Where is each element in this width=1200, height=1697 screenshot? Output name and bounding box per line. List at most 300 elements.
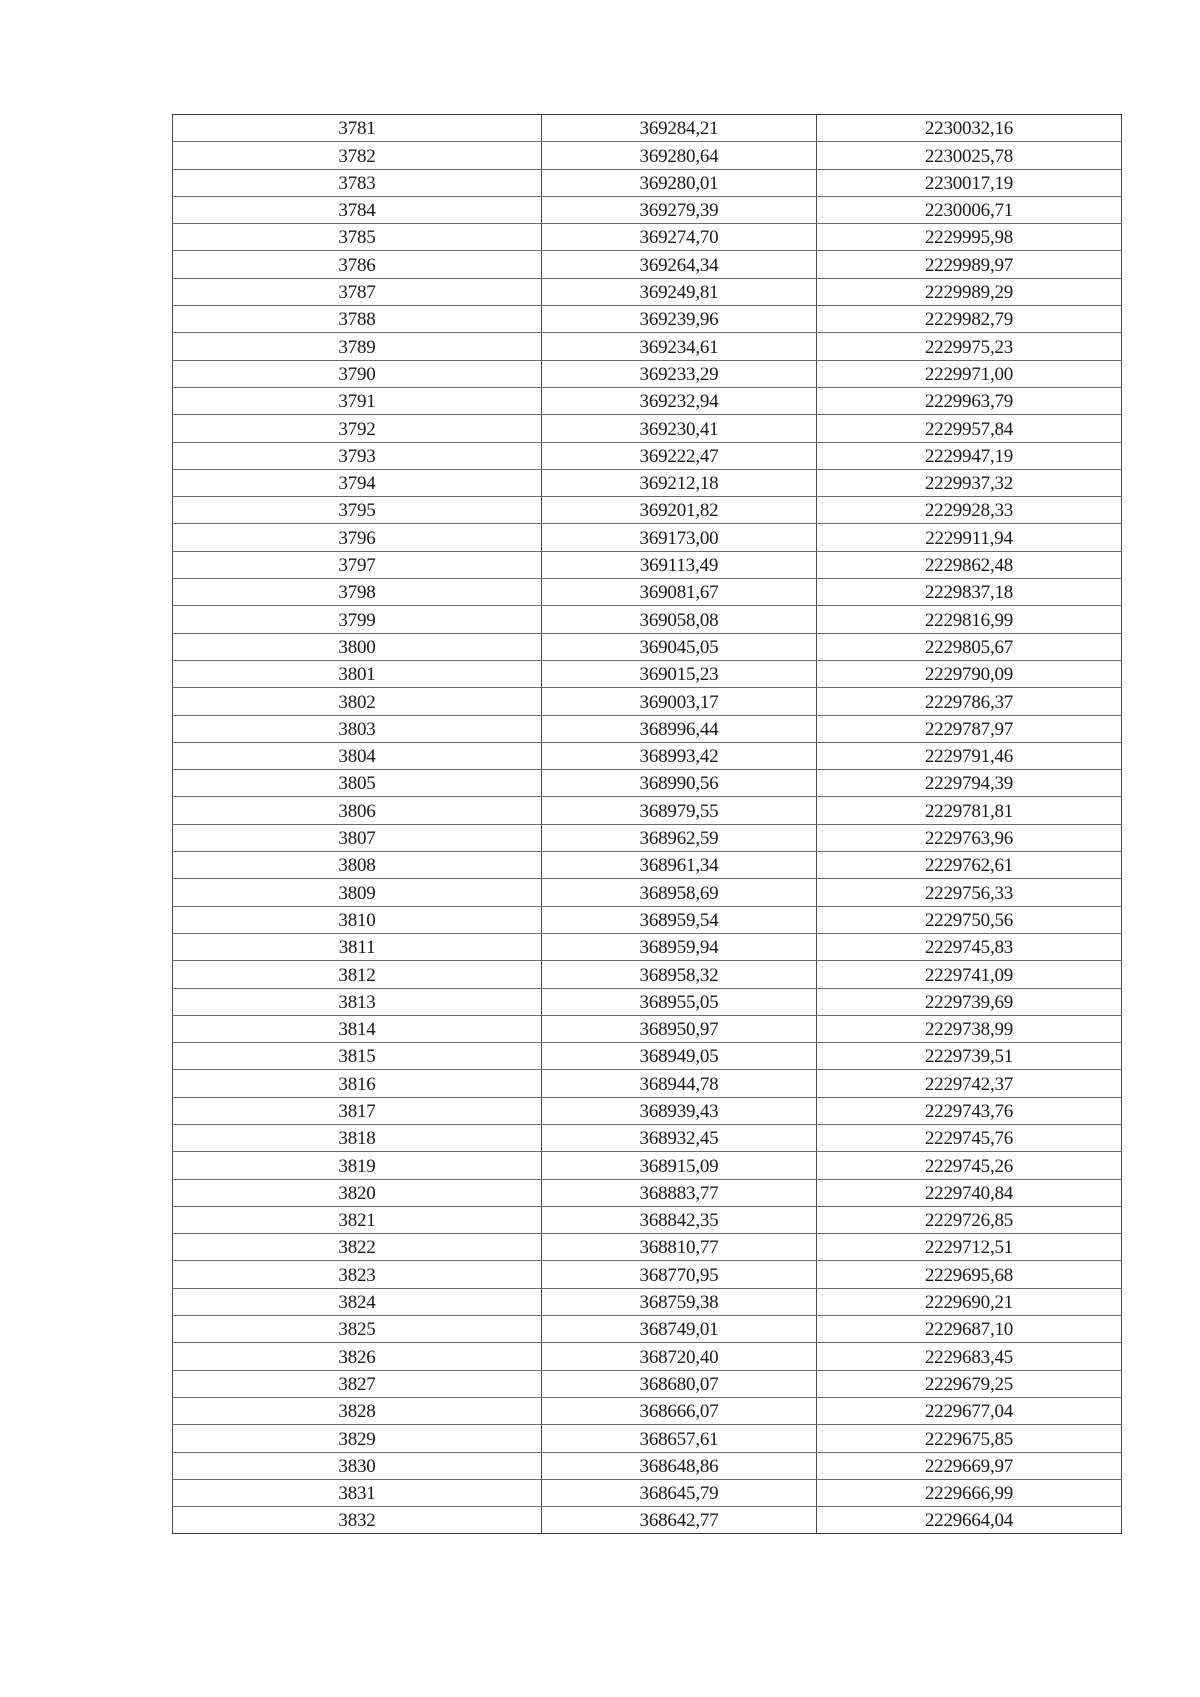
table-row [173, 1397, 1122, 1424]
cell-value: 2229982,79 [924, 309, 1014, 331]
table-row [173, 142, 1122, 169]
cell-value: 3793 [338, 445, 376, 467]
cell-value: 369058,08 [639, 609, 719, 631]
x-coordinate-cell [542, 1097, 817, 1124]
cell-value: 368915,09 [639, 1155, 719, 1177]
y-coordinate-cell [817, 1288, 1122, 1315]
x-coordinate-cell [542, 1152, 817, 1179]
cell-value: 3791 [338, 391, 376, 413]
cell-value: 368958,32 [639, 964, 719, 986]
x-coordinate-cell [542, 715, 817, 742]
x-coordinate-cell [542, 688, 817, 715]
cell-value: 2229781,81 [924, 800, 1014, 822]
cell-value: 369279,39 [639, 200, 719, 222]
x-coordinate-cell [542, 906, 817, 933]
cell-value: 368962,59 [639, 828, 719, 850]
x-coordinate-cell [542, 933, 817, 960]
table-row [173, 770, 1122, 797]
cell-value: 368932,45 [639, 1128, 719, 1150]
y-coordinate-cell [817, 415, 1122, 442]
y-coordinate-cell [817, 688, 1122, 715]
x-coordinate-cell [542, 1507, 817, 1534]
cell-value: 2229690,21 [924, 1292, 1014, 1314]
cell-value: 2229957,84 [924, 418, 1014, 440]
point-number-cell [173, 360, 542, 387]
cell-value: 368749,01 [639, 1319, 719, 1341]
y-coordinate-cell [817, 1152, 1122, 1179]
y-coordinate-cell [817, 333, 1122, 360]
x-coordinate-cell [542, 797, 817, 824]
cell-value: 2229750,56 [924, 909, 1014, 931]
point-number-cell [173, 1397, 542, 1424]
cell-value: 3822 [338, 1237, 376, 1259]
point-number-cell [173, 1425, 542, 1452]
point-number-cell [173, 715, 542, 742]
cell-value: 3813 [338, 991, 376, 1013]
cell-value: 2229762,61 [924, 855, 1014, 877]
x-coordinate-cell [542, 169, 817, 196]
x-coordinate-cell [542, 824, 817, 851]
y-coordinate-cell [817, 1097, 1122, 1124]
point-number-cell [173, 442, 542, 469]
cell-value: 369003,17 [639, 691, 719, 713]
cell-value: 3811 [338, 937, 376, 959]
cell-value: 2229726,85 [924, 1210, 1014, 1232]
cell-value: 369234,61 [639, 336, 719, 358]
cell-value: 368810,77 [639, 1237, 719, 1259]
cell-value: 3787 [338, 282, 376, 304]
point-number-cell [173, 852, 542, 879]
y-coordinate-cell [817, 961, 1122, 988]
y-coordinate-cell [817, 906, 1122, 933]
cell-value: 3797 [338, 555, 376, 577]
table-row [173, 715, 1122, 742]
table-row [173, 906, 1122, 933]
cell-value: 3815 [338, 1046, 376, 1068]
cell-value: 3826 [338, 1346, 376, 1368]
table-row [173, 1316, 1122, 1343]
x-coordinate-cell [542, 1425, 817, 1452]
cell-value: 3812 [338, 964, 376, 986]
cell-value: 2229989,97 [924, 254, 1014, 276]
cell-value: 369045,05 [639, 636, 719, 658]
cell-value: 368955,05 [639, 991, 719, 1013]
y-coordinate-cell [817, 1070, 1122, 1097]
y-coordinate-cell [817, 633, 1122, 660]
y-coordinate-cell [817, 442, 1122, 469]
y-coordinate-cell [817, 1124, 1122, 1151]
y-coordinate-cell [817, 933, 1122, 960]
x-coordinate-cell [542, 961, 817, 988]
cell-value: 3800 [338, 636, 376, 658]
cell-value: 368680,07 [639, 1373, 719, 1395]
x-coordinate-cell [542, 1397, 817, 1424]
x-coordinate-cell [542, 633, 817, 660]
cell-value: 368657,61 [639, 1428, 719, 1450]
table-row [173, 824, 1122, 851]
x-coordinate-cell [542, 469, 817, 496]
coordinates-table-body [173, 115, 1122, 1534]
cell-value: 3788 [338, 309, 376, 331]
table-row [173, 879, 1122, 906]
y-coordinate-cell [817, 1425, 1122, 1452]
cell-value: 369201,82 [639, 500, 719, 522]
cell-value: 3830 [338, 1455, 376, 1477]
y-coordinate-cell [817, 196, 1122, 223]
point-number-cell [173, 961, 542, 988]
x-coordinate-cell [542, 115, 817, 142]
cell-value: 2229947,19 [924, 445, 1014, 467]
y-coordinate-cell [817, 660, 1122, 687]
cell-value: 3805 [338, 773, 376, 795]
x-coordinate-cell [542, 606, 817, 633]
table-row [173, 1425, 1122, 1452]
table-row [173, 333, 1122, 360]
cell-value: 3810 [338, 909, 376, 931]
x-coordinate-cell [542, 1452, 817, 1479]
cell-value: 2229756,33 [924, 882, 1014, 904]
x-coordinate-cell [542, 579, 817, 606]
cell-value: 3824 [338, 1292, 376, 1314]
cell-value: 2229862,48 [924, 555, 1014, 577]
cell-value: 369230,41 [639, 418, 719, 440]
y-coordinate-cell [817, 797, 1122, 824]
y-coordinate-cell [817, 742, 1122, 769]
x-coordinate-cell [542, 278, 817, 305]
y-coordinate-cell [817, 1370, 1122, 1397]
x-coordinate-cell [542, 224, 817, 251]
point-number-cell [173, 1316, 542, 1343]
y-coordinate-cell [817, 715, 1122, 742]
cell-value: 368990,56 [639, 773, 719, 795]
x-coordinate-cell [542, 988, 817, 1015]
point-number-cell [173, 1015, 542, 1042]
table-row [173, 360, 1122, 387]
y-coordinate-cell [817, 988, 1122, 1015]
y-coordinate-cell [817, 469, 1122, 496]
table-row [173, 688, 1122, 715]
cell-value: 3807 [338, 828, 376, 850]
cell-value: 3828 [338, 1401, 376, 1423]
cell-value: 368959,54 [639, 909, 719, 931]
x-coordinate-cell [542, 551, 817, 578]
point-number-cell [173, 497, 542, 524]
cell-value: 2229763,96 [924, 828, 1014, 850]
cell-value: 2229911,94 [925, 527, 1013, 549]
cell-value: 3827 [338, 1373, 376, 1395]
cell-value: 369280,64 [639, 145, 719, 167]
point-number-cell [173, 1234, 542, 1261]
cell-value: 3817 [338, 1100, 376, 1122]
cell-value: 2229740,84 [924, 1182, 1014, 1204]
y-coordinate-cell [817, 1206, 1122, 1233]
table-row [173, 196, 1122, 223]
x-coordinate-cell [542, 1234, 817, 1261]
cell-value: 3816 [338, 1073, 376, 1095]
cell-value: 368720,40 [639, 1346, 719, 1368]
table-row [173, 442, 1122, 469]
cell-value: 3783 [338, 172, 376, 194]
cell-value: 3809 [338, 882, 376, 904]
cell-value: 369212,18 [639, 473, 719, 495]
x-coordinate-cell [542, 1015, 817, 1042]
x-coordinate-cell [542, 742, 817, 769]
cell-value: 3820 [338, 1182, 376, 1204]
y-coordinate-cell [817, 1343, 1122, 1370]
y-coordinate-cell [817, 770, 1122, 797]
table-row [173, 1343, 1122, 1370]
x-coordinate-cell [542, 442, 817, 469]
cell-value: 2229791,46 [924, 746, 1014, 768]
cell-value: 2229741,09 [924, 964, 1014, 986]
y-coordinate-cell [817, 824, 1122, 851]
cell-value: 2229786,37 [924, 691, 1014, 713]
cell-value: 368939,43 [639, 1100, 719, 1122]
cell-value: 2229794,39 [924, 773, 1014, 795]
cell-value: 3831 [338, 1483, 376, 1505]
cell-value: 3785 [338, 227, 376, 249]
x-coordinate-cell [542, 524, 817, 551]
cell-value: 2229683,45 [924, 1346, 1014, 1368]
point-number-cell [173, 169, 542, 196]
x-coordinate-cell [542, 852, 817, 879]
x-coordinate-cell [542, 306, 817, 333]
x-coordinate-cell [542, 333, 817, 360]
point-number-cell [173, 224, 542, 251]
cell-value: 369264,34 [639, 254, 719, 276]
x-coordinate-cell [542, 497, 817, 524]
x-coordinate-cell [542, 1206, 817, 1233]
point-number-cell [173, 524, 542, 551]
y-coordinate-cell [817, 1397, 1122, 1424]
cell-value: 3795 [338, 500, 376, 522]
y-coordinate-cell [817, 1043, 1122, 1070]
cell-value: 3796 [338, 527, 376, 549]
table-row [173, 251, 1122, 278]
table-row [173, 660, 1122, 687]
table-row [173, 1507, 1122, 1534]
table-row [173, 306, 1122, 333]
cell-value: 368950,97 [639, 1019, 719, 1041]
x-coordinate-cell [542, 1043, 817, 1070]
y-coordinate-cell [817, 1261, 1122, 1288]
table-row [173, 1124, 1122, 1151]
table-row [173, 224, 1122, 251]
cell-value: 2229837,18 [924, 582, 1014, 604]
x-coordinate-cell [542, 879, 817, 906]
cell-value: 3803 [338, 718, 376, 740]
y-coordinate-cell [817, 551, 1122, 578]
cell-value: 2229745,76 [924, 1128, 1014, 1150]
coordinates-table [172, 114, 1122, 1534]
cell-value: 369081,67 [639, 582, 719, 604]
cell-value: 368642,77 [639, 1510, 719, 1532]
table-row [173, 742, 1122, 769]
y-coordinate-cell [817, 1015, 1122, 1042]
x-coordinate-cell [542, 1343, 817, 1370]
cell-value: 3784 [338, 200, 376, 222]
y-coordinate-cell [817, 387, 1122, 414]
point-number-cell [173, 1288, 542, 1315]
cell-value: 2229669,97 [924, 1455, 1014, 1477]
point-number-cell [173, 1206, 542, 1233]
cell-value: 3814 [338, 1019, 376, 1041]
table-row [173, 1288, 1122, 1315]
point-number-cell [173, 742, 542, 769]
cell-value: 2229664,04 [924, 1510, 1014, 1532]
y-coordinate-cell [817, 306, 1122, 333]
table-row [173, 551, 1122, 578]
cell-value: 2229675,85 [924, 1428, 1014, 1450]
cell-value: 2229971,00 [924, 363, 1014, 385]
x-coordinate-cell [542, 1370, 817, 1397]
point-number-cell [173, 142, 542, 169]
point-number-cell [173, 797, 542, 824]
cell-value: 3819 [338, 1155, 376, 1177]
x-coordinate-cell [542, 770, 817, 797]
point-number-cell [173, 933, 542, 960]
cell-value: 368842,35 [639, 1210, 719, 1232]
cell-value: 2229745,26 [924, 1155, 1014, 1177]
x-coordinate-cell [542, 660, 817, 687]
cell-value: 3829 [338, 1428, 376, 1450]
point-number-cell [173, 1097, 542, 1124]
x-coordinate-cell [542, 360, 817, 387]
point-number-cell [173, 1152, 542, 1179]
cell-value: 3806 [338, 800, 376, 822]
cell-value: 2229787,97 [924, 718, 1014, 740]
cell-value: 369280,01 [639, 172, 719, 194]
cell-value: 368645,79 [639, 1483, 719, 1505]
table-row [173, 1043, 1122, 1070]
table-row [173, 1261, 1122, 1288]
point-number-cell [173, 551, 542, 578]
cell-value: 3794 [338, 473, 376, 495]
point-number-cell [173, 333, 542, 360]
y-coordinate-cell [817, 852, 1122, 879]
y-coordinate-cell [817, 115, 1122, 142]
table-row [173, 1370, 1122, 1397]
y-coordinate-cell [817, 251, 1122, 278]
point-number-cell [173, 1124, 542, 1151]
cell-value: 2229805,67 [924, 636, 1014, 658]
point-number-cell [173, 196, 542, 223]
cell-value: 2229963,79 [924, 391, 1014, 413]
table-row [173, 387, 1122, 414]
table-row [173, 1179, 1122, 1206]
y-coordinate-cell [817, 606, 1122, 633]
table-row [173, 606, 1122, 633]
cell-value: 3799 [338, 609, 376, 631]
cell-value: 2229989,29 [924, 282, 1014, 304]
x-coordinate-cell [542, 1479, 817, 1506]
point-number-cell [173, 824, 542, 851]
table-row [173, 933, 1122, 960]
cell-value: 2229937,32 [924, 473, 1014, 495]
cell-value: 369173,00 [639, 527, 719, 549]
cell-value: 368770,95 [639, 1264, 719, 1286]
table-row [173, 1479, 1122, 1506]
table-row [173, 797, 1122, 824]
x-coordinate-cell [542, 1261, 817, 1288]
cell-value: 3832 [338, 1510, 376, 1532]
cell-value: 369015,23 [639, 664, 719, 686]
table-row [173, 1152, 1122, 1179]
point-number-cell [173, 1370, 542, 1397]
point-number-cell [173, 115, 542, 142]
point-number-cell [173, 633, 542, 660]
cell-value: 2229743,76 [924, 1100, 1014, 1122]
x-coordinate-cell [542, 1316, 817, 1343]
x-coordinate-cell [542, 1179, 817, 1206]
cell-value: 369233,29 [639, 363, 719, 385]
table-row [173, 169, 1122, 196]
point-number-cell [173, 606, 542, 633]
point-number-cell [173, 579, 542, 606]
x-coordinate-cell [542, 1124, 817, 1151]
cell-value: 369232,94 [639, 391, 719, 413]
cell-value: 2229712,51 [924, 1237, 1014, 1259]
point-number-cell [173, 251, 542, 278]
cell-value: 2229975,23 [924, 336, 1014, 358]
y-coordinate-cell [817, 1234, 1122, 1261]
y-coordinate-cell [817, 169, 1122, 196]
y-coordinate-cell [817, 879, 1122, 906]
cell-value: 3823 [338, 1264, 376, 1286]
cell-value: 369113,49 [639, 555, 719, 577]
table-row [173, 1070, 1122, 1097]
cell-value: 369239,96 [639, 309, 719, 331]
cell-value: 3808 [338, 855, 376, 877]
cell-value: 2229739,51 [924, 1046, 1014, 1068]
table-row [173, 1015, 1122, 1042]
table-row [173, 1097, 1122, 1124]
cell-value: 368979,55 [639, 800, 719, 822]
cell-value: 368666,07 [639, 1401, 719, 1423]
cell-value: 368959,94 [639, 937, 719, 959]
cell-value: 2229687,10 [924, 1319, 1014, 1341]
cell-value: 2229816,99 [924, 609, 1014, 631]
table-row [173, 1206, 1122, 1233]
table-row [173, 1452, 1122, 1479]
y-coordinate-cell [817, 579, 1122, 606]
x-coordinate-cell [542, 1070, 817, 1097]
table-row [173, 988, 1122, 1015]
point-number-cell [173, 688, 542, 715]
cell-value: 3821 [338, 1210, 376, 1232]
cell-value: 368958,69 [639, 882, 719, 904]
cell-value: 2230025,78 [924, 145, 1014, 167]
table-row [173, 469, 1122, 496]
table-row [173, 852, 1122, 879]
cell-value: 3801 [338, 664, 376, 686]
y-coordinate-cell [817, 524, 1122, 551]
cell-value: 3804 [338, 746, 376, 768]
point-number-cell [173, 1452, 542, 1479]
y-coordinate-cell [817, 142, 1122, 169]
cell-value: 2229742,37 [924, 1073, 1014, 1095]
point-number-cell [173, 1179, 542, 1206]
x-coordinate-cell [542, 415, 817, 442]
cell-value: 369222,47 [639, 445, 719, 467]
point-number-cell [173, 770, 542, 797]
point-number-cell [173, 1343, 542, 1370]
cell-value: 2229745,83 [924, 937, 1014, 959]
cell-value: 368993,42 [639, 746, 719, 768]
y-coordinate-cell [817, 278, 1122, 305]
cell-value: 2229739,69 [924, 991, 1014, 1013]
point-number-cell [173, 879, 542, 906]
